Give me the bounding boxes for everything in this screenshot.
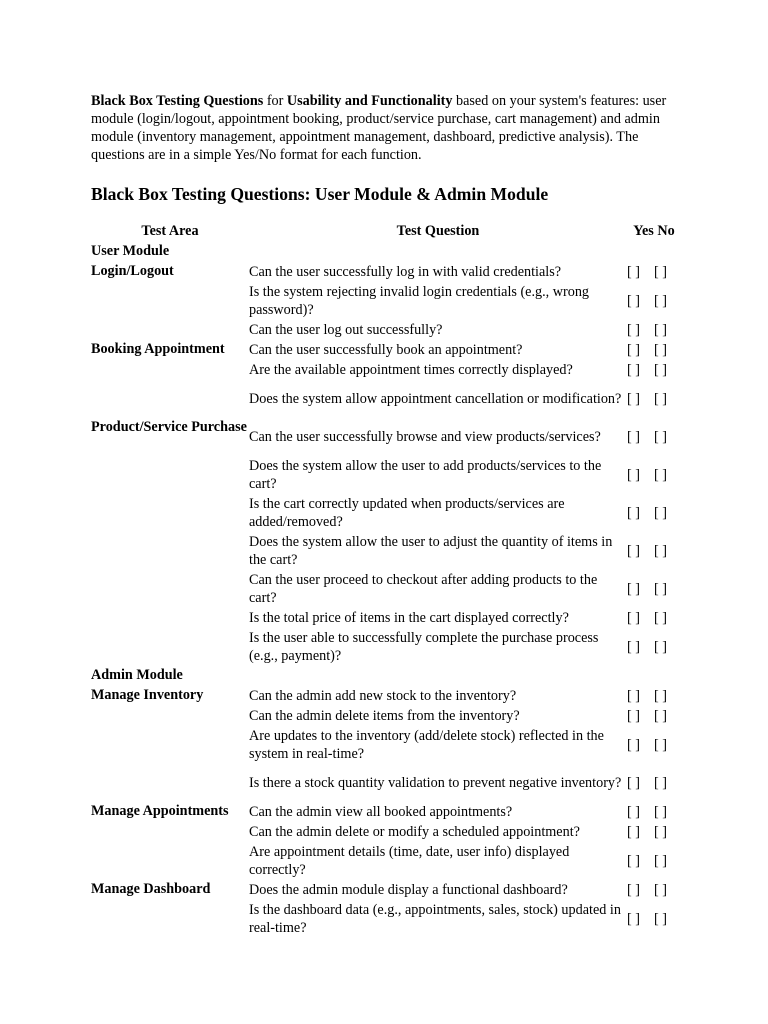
question-text: Is the system rejecting invalid login credentials (e.g., wrong password)? [249, 284, 590, 318]
yes-box[interactable]: [ ] [627, 293, 640, 309]
question-text: Are appointment details (time, date, user info) displayed correctly? [249, 844, 570, 878]
yes-no-boxes[interactable] [627, 282, 681, 320]
yes-no-boxes[interactable] [627, 380, 681, 418]
table-row [91, 628, 681, 666]
question-text: Can the admin view all booked appointments? [249, 804, 513, 820]
question-text: Does the system allow the user to adjust the quantity of items in the cart? [249, 534, 613, 568]
yes-box[interactable]: [ ] [627, 639, 640, 655]
table-row [91, 320, 681, 340]
area-inventory: Manage Inventory [91, 687, 204, 703]
yes-box[interactable]: [ ] [627, 824, 640, 840]
intro-text-2: based on your system's features: user module (login/logout, appointment booking, product/service purchase, cart management) and admin module (inventory management, appointment management, dashboard, predictive analysis). The questions are in a simple Yes/No format for each function. [91, 93, 667, 163]
table-row [91, 570, 681, 608]
yes-no-boxes[interactable] [627, 900, 681, 938]
yes-no-boxes[interactable] [627, 570, 681, 608]
yes-no-boxes[interactable] [627, 418, 681, 456]
question-text: Can the user log out successfully? [249, 322, 443, 338]
no-box[interactable]: [ ] [654, 775, 667, 791]
yes-box[interactable]: [ ] [627, 342, 640, 358]
intro-bold-2: Usability and Functionality [286, 93, 453, 109]
yes-box[interactable]: [ ] [627, 322, 640, 338]
yes-no-boxes[interactable] [627, 360, 681, 380]
no-box[interactable]: [ ] [654, 737, 667, 753]
yes-box[interactable]: [ ] [627, 882, 640, 898]
table-row [91, 706, 681, 726]
section-heading: Black Box Testing Questions: User Module & Admin Module [91, 184, 549, 204]
no-box[interactable]: [ ] [654, 688, 667, 704]
yes-no-boxes[interactable] [627, 608, 681, 628]
question-text: Is the cart correctly updated when products/services are added/removed? [249, 496, 565, 530]
no-box[interactable]: [ ] [654, 543, 667, 559]
intro-bold-1: Black Box Testing Questions [91, 93, 264, 109]
no-box[interactable]: [ ] [654, 639, 667, 655]
yes-box[interactable]: [ ] [627, 688, 640, 704]
section-label-admin: Admin Module [91, 667, 183, 683]
yes-box[interactable]: [ ] [627, 581, 640, 597]
table-row [91, 532, 681, 570]
yes-no-boxes[interactable] [627, 842, 681, 880]
yes-no-boxes[interactable] [627, 262, 681, 282]
yes-box[interactable]: [ ] [627, 911, 640, 927]
table-row [91, 282, 681, 320]
yes-no-boxes[interactable] [627, 340, 681, 360]
yes-box[interactable]: [ ] [627, 610, 640, 626]
table-row [91, 418, 681, 456]
area-appointments: Manage Appointments [91, 803, 229, 819]
yes-box[interactable]: [ ] [627, 543, 640, 559]
area-booking: Booking Appointment [91, 341, 225, 357]
table-row [91, 842, 681, 880]
yes-box[interactable]: [ ] [627, 505, 640, 521]
no-box[interactable]: [ ] [654, 362, 667, 378]
no-box[interactable]: [ ] [654, 882, 667, 898]
table-row [91, 686, 681, 706]
table-row [91, 360, 681, 380]
question-text: Is the dashboard data (e.g., appointments, sales, stock) updated in real-time? [249, 902, 621, 936]
table-header-row [91, 220, 681, 242]
yes-no-boxes[interactable] [627, 456, 681, 494]
question-text: Can the user successfully log in with valid credentials? [249, 264, 562, 280]
yes-no-boxes[interactable] [627, 628, 681, 666]
table-row [91, 608, 681, 628]
no-box[interactable]: [ ] [654, 429, 667, 445]
area-dashboard: Manage Dashboard [91, 881, 211, 897]
yes-no-boxes[interactable] [627, 802, 681, 822]
question-text: Is there a stock quantity validation to prevent negative inventory? [249, 775, 622, 791]
section-row-admin [91, 666, 681, 686]
table-row [91, 880, 681, 900]
question-text: Is the user able to successfully complete the purchase process (e.g., payment)? [249, 630, 599, 664]
intro-paragraph [91, 92, 691, 164]
no-box[interactable]: [ ] [654, 911, 667, 927]
no-box[interactable]: [ ] [654, 391, 667, 407]
yes-no-boxes[interactable] [627, 686, 681, 706]
yes-no-boxes[interactable] [627, 764, 681, 802]
yes-box[interactable]: [ ] [627, 362, 640, 378]
yes-box[interactable]: [ ] [627, 391, 640, 407]
table-row [91, 340, 681, 360]
yes-no-boxes[interactable] [627, 822, 681, 842]
question-text: Are updates to the inventory (add/delete stock) reflected in the system in real-time? [249, 728, 604, 762]
no-box[interactable]: [ ] [654, 581, 667, 597]
no-box[interactable]: [ ] [654, 342, 667, 358]
question-text: Does the system allow the user to add products/services to the cart? [249, 458, 602, 492]
no-box[interactable]: [ ] [654, 824, 667, 840]
no-box[interactable]: [ ] [654, 708, 667, 724]
yes-box[interactable]: [ ] [627, 708, 640, 724]
question-text: Is the total price of items in the cart displayed correctly? [249, 610, 569, 626]
yes-no-boxes[interactable] [627, 532, 681, 570]
intro-text-1: for [263, 93, 287, 109]
question-text: Can the admin delete or modify a scheduled appointment? [249, 824, 580, 840]
column-header-area: Test Area [141, 223, 199, 239]
question-text: Can the user proceed to checkout after adding products to the cart? [249, 572, 598, 606]
table-row [91, 822, 681, 842]
no-box[interactable]: [ ] [654, 505, 667, 521]
yes-box[interactable]: [ ] [627, 429, 640, 445]
table-row [91, 380, 681, 418]
section-label-user: User Module [91, 243, 170, 259]
column-header-question: Test Question [396, 223, 480, 239]
yes-no-boxes[interactable] [627, 320, 681, 340]
yes-box[interactable]: [ ] [627, 467, 640, 483]
no-box[interactable]: [ ] [654, 804, 667, 820]
yes-no-boxes[interactable] [627, 706, 681, 726]
yes-box[interactable]: [ ] [627, 804, 640, 820]
yes-no-boxes[interactable] [627, 880, 681, 900]
yes-box[interactable]: [ ] [627, 775, 640, 791]
yes-box[interactable]: [ ] [627, 853, 640, 869]
question-text: Can the admin add new stock to the inventory? [249, 688, 517, 704]
table-row [91, 726, 681, 764]
yes-box[interactable]: [ ] [627, 737, 640, 753]
section-row-user [91, 242, 681, 262]
table-row [91, 802, 681, 822]
no-box[interactable]: [ ] [654, 322, 667, 338]
no-box[interactable]: [ ] [654, 293, 667, 309]
test-table [91, 220, 681, 938]
question-text: Can the admin delete items from the inventory? [249, 708, 520, 724]
yes-box[interactable]: [ ] [627, 264, 640, 280]
area-login: Login/Logout [91, 263, 174, 279]
no-box[interactable]: [ ] [654, 264, 667, 280]
question-text: Can the user successfully browse and view products/services? [249, 429, 601, 445]
document-page [91, 92, 691, 936]
table-row [91, 262, 681, 282]
table-row [91, 764, 681, 802]
question-text: Does the admin module display a functional dashboard? [249, 882, 568, 898]
column-header-yesno: Yes No [633, 223, 675, 239]
table-row [91, 456, 681, 494]
table-row [91, 494, 681, 532]
question-text: Can the user successfully book an appointment? [249, 342, 523, 358]
no-box[interactable]: [ ] [654, 610, 667, 626]
table-row [91, 900, 681, 938]
question-text: Are the available appointment times correctly displayed? [249, 362, 573, 378]
no-box[interactable]: [ ] [654, 467, 667, 483]
area-purchase: Product/Service Purchase [91, 419, 247, 435]
yes-no-boxes[interactable] [627, 494, 681, 532]
question-text: Does the system allow appointment cancellation or modification? [249, 391, 622, 407]
no-box[interactable]: [ ] [654, 853, 667, 869]
yes-no-boxes[interactable] [627, 726, 681, 764]
